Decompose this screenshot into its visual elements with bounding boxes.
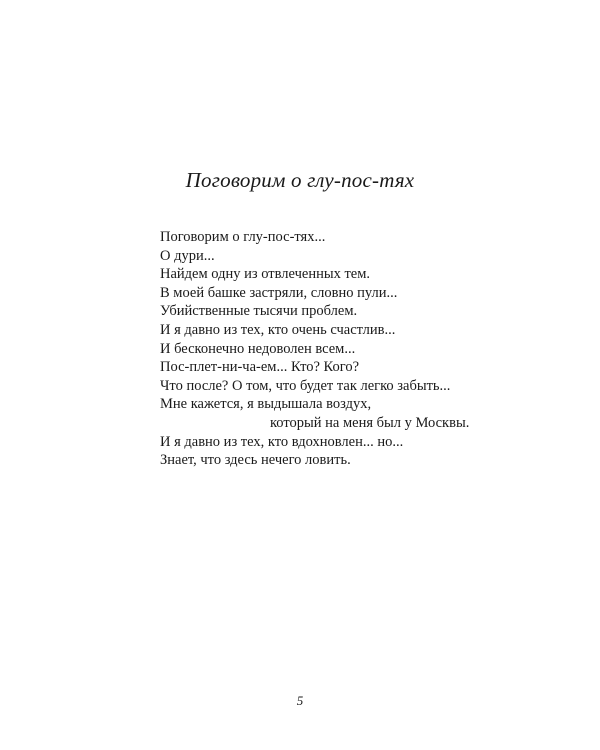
poem-line: Знает, что здесь нечего ловить.	[160, 452, 351, 469]
poem-line: В моей башке застряли, словно пули...	[160, 284, 398, 301]
poem-line-indented: который на меня был у Москвы.	[270, 414, 470, 431]
poem-line: Что после? О том, что будет так легко забыть...	[160, 377, 451, 394]
poem-line: И я давно из тех, кто вдохновлен... но...	[160, 433, 404, 450]
poem-line: И бесконечно недоволен всем...	[160, 340, 356, 357]
poem-line: Пос-плет-ни-ча-ем... Кто? Кого?	[160, 359, 360, 376]
poem-line: Найдем одну из отвлеченных тем.	[160, 266, 371, 283]
poem-body	[160, 228, 560, 470]
poem-line: Поговорим о глу-пос-тях...	[160, 229, 326, 245]
poem-line: Убийственные тысячи проблем.	[160, 303, 358, 320]
poem-line: И я давно из тех, кто очень счастлив...	[160, 321, 396, 338]
poem-line: Мне кажется, я выдышала воздух,	[160, 396, 372, 413]
page-number: 5	[296, 693, 304, 708]
poem-title: Поговорим о глу-пос-тях	[185, 168, 415, 192]
poem-line: О дури...	[160, 247, 215, 264]
